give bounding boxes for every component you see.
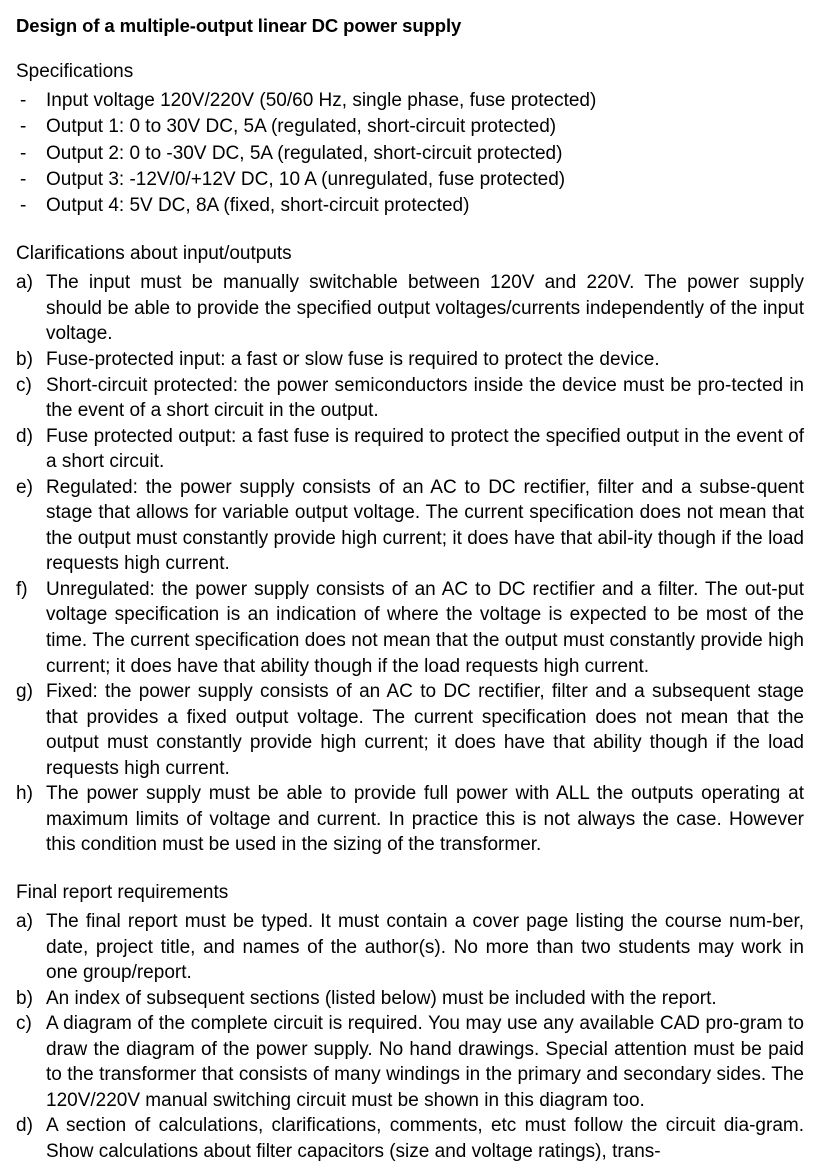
list-item <box>16 679 806 781</box>
list-item-text: The final report must be typed. It must contain a cover page listing the course num-ber, date, project title, and names of the author(s). No more than two students may work in one group/report. <box>46 911 804 984</box>
list-item <box>16 193 806 219</box>
list-marker: h) <box>16 783 33 805</box>
list-item-text: Output 4: 5V DC, 8A (fixed, short-circuit protected) <box>46 195 470 217</box>
section-heading-final-report: Final report requirements <box>16 881 229 903</box>
section-heading-specifications: Specifications <box>16 61 134 83</box>
list-item <box>16 986 806 1012</box>
list-item-text: Input voltage 120V/220V (50/60 Hz, single phase, fuse protected) <box>46 90 597 112</box>
list-marker: g) <box>16 681 33 703</box>
final-report-list <box>16 909 806 1164</box>
list-item <box>16 141 806 167</box>
list-marker: b) <box>16 987 33 1009</box>
list-item <box>16 88 806 114</box>
list-marker: - <box>20 90 27 112</box>
list-item-text: The input must be manually switchable between 120V and 220V. The power supply should be able to provide the specified output voltages/currents independently of the input voltage. <box>46 272 804 345</box>
list-marker: - <box>20 168 27 190</box>
list-marker: - <box>20 142 27 164</box>
list-item-text: A section of calculations, clarifications, comments, etc must follow the circuit dia-gram. Show calculations about filter capacitors (size and voltage ratings), trans- <box>46 1115 804 1162</box>
list-item <box>16 114 806 140</box>
list-item <box>16 1011 806 1113</box>
list-marker: - <box>20 116 27 138</box>
list-item <box>16 167 806 193</box>
clarifications-list <box>16 270 806 858</box>
list-item-text: Output 2: 0 to -30V DC, 5A (regulated, short-circuit protected) <box>46 142 563 164</box>
list-item <box>16 781 806 858</box>
list-item-text: The power supply must be able to provide full power with ALL the outputs operating at maximum limits of voltage and current. In practice this is not always the case. However this condition must be used in the sizing of the transformer. <box>46 783 804 856</box>
list-marker: - <box>20 195 27 217</box>
list-marker: a) <box>16 272 33 294</box>
list-item <box>16 373 806 424</box>
list-marker: b) <box>16 349 33 371</box>
list-marker: d) <box>16 425 33 447</box>
list-marker: c) <box>16 1013 32 1035</box>
list-marker: e) <box>16 476 33 498</box>
list-item <box>16 1113 806 1164</box>
section-gap <box>16 219 806 241</box>
section-specifications <box>16 59 806 219</box>
section-clarifications <box>16 241 806 858</box>
list-item-text: Short-circuit protected: the power semiconductors inside the device must be pro-tected in the event of a short circuit in the output. <box>46 374 804 422</box>
list-item <box>16 424 806 475</box>
list-item-text: Fuse-protected input: a fast or slow fuse is required to protect the device. <box>46 349 660 371</box>
list-marker: f) <box>16 578 28 600</box>
list-item-text: An index of subsequent sections (listed below) must be included with the report. <box>46 987 717 1009</box>
list-item <box>16 577 806 679</box>
list-marker: d) <box>16 1115 33 1137</box>
specifications-list <box>16 88 806 219</box>
section-final-report <box>16 880 806 1165</box>
list-marker: c) <box>16 374 32 396</box>
list-item <box>16 909 806 986</box>
section-gap <box>16 858 806 880</box>
list-marker: a) <box>16 911 33 933</box>
list-item-text: Regulated: the power supply consists of an AC to DC rectifier, filter and a subse-quent stage that allows for variable output voltage. The current specification does not mean that the output must constantly provide high current; it does have that abil-ity though if the load requests high current. <box>46 476 804 575</box>
list-item-text: Fixed: the power supply consists of an AC to DC rectifier, filter and a subsequent stage that provides a fixed output voltage. The current specification does not mean that the output must constantly provide high current; it does have that ability though if the load requests high current. <box>46 681 804 779</box>
list-item-text: Unregulated: the power supply consists of an AC to DC rectifier and a filter. The out-put voltage specification is an indication of where the voltage is expected to be most of the time. The current specification does not mean that the output must constantly provide high current; it does have that ability though if the load requests high current. <box>46 578 804 677</box>
list-item-text: A diagram of the complete circuit is required. You may use any available CAD pro-gram to draw the diagram of the power supply. No hand drawings. Special attention must be paid to the transformer that consists of many windings in the primary and secondary sides. The 120V/220V manual switching circuit must be shown in this diagram too. <box>46 1013 804 1111</box>
list-item-text: Fuse protected output: a fast fuse is required to protect the specified output in the event of a short circuit. <box>46 425 804 473</box>
section-heading-clarifications: Clarifications about input/outputs <box>16 243 292 265</box>
list-item-text: Output 1: 0 to 30V DC, 5A (regulated, short-circuit protected) <box>46 116 557 138</box>
list-item <box>16 475 806 577</box>
list-item-text: Output 3: -12V/0/+12V DC, 10 A (unregulated, fuse protected) <box>46 168 566 190</box>
list-item <box>16 270 806 347</box>
list-item <box>16 347 806 373</box>
page-title: Design of a multiple-output linear DC power supply <box>16 15 462 36</box>
